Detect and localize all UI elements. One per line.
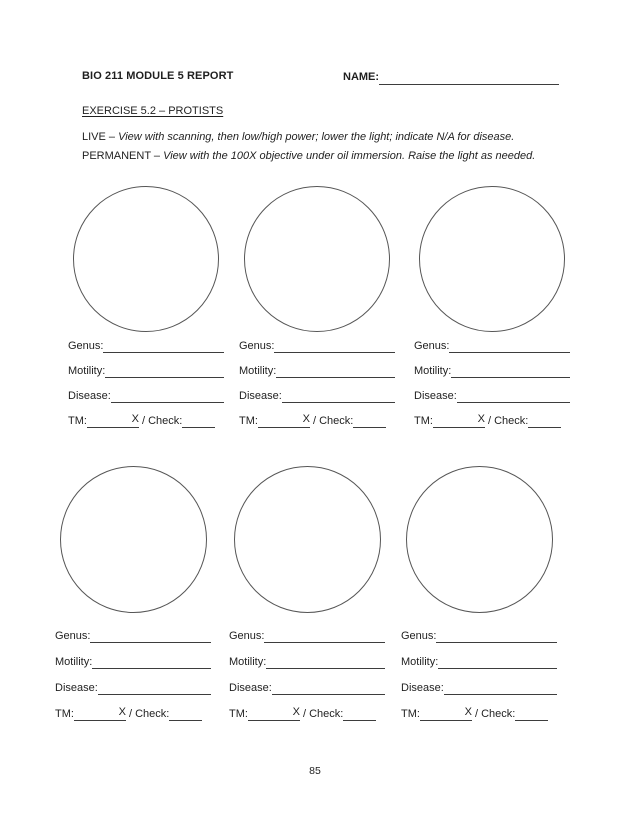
disease-blank-line	[98, 678, 211, 695]
tm-blank-line	[258, 411, 310, 428]
disease-blank-line	[457, 386, 570, 403]
specimen-fields	[414, 329, 570, 429]
specimen-fields	[239, 329, 395, 429]
check-blank-line	[182, 411, 215, 428]
check-label: / Check:	[474, 708, 516, 720]
motility-row	[68, 354, 224, 379]
page-number: 85	[309, 765, 321, 777]
tm-label: TM:	[68, 415, 87, 427]
tm-row	[414, 404, 570, 429]
check-label: / Check:	[312, 415, 354, 427]
check-label: / Check:	[302, 708, 344, 720]
genus-label: Genus:	[401, 630, 437, 642]
disease-blank-line	[272, 678, 385, 695]
motility-blank-line	[276, 361, 395, 378]
motility-blank-line	[438, 652, 557, 669]
genus-label: Genus:	[239, 340, 275, 352]
check-label: / Check:	[141, 415, 183, 427]
instruction-live-text: View with scanning, then low/high power; lower the light; indicate N/A for disease.	[118, 131, 515, 143]
tm-x-mark: X	[464, 706, 472, 718]
tm-label: TM:	[55, 708, 74, 720]
genus-blank-line	[264, 626, 385, 643]
tm-x-mark: X	[131, 413, 139, 425]
disease-blank-line	[444, 678, 557, 695]
tm-row	[229, 696, 385, 722]
genus-blank-line	[449, 336, 570, 353]
specimen-card-2	[239, 186, 395, 429]
disease-blank-line	[282, 386, 395, 403]
tm-blank-line	[433, 411, 485, 428]
disease-blank-line	[111, 386, 224, 403]
tm-x-mark: X	[477, 413, 485, 425]
tm-x-mark: X	[292, 706, 300, 718]
tm-row	[55, 696, 211, 722]
instructions-block	[82, 128, 582, 166]
microscope-field-circle	[60, 466, 207, 613]
tm-blank-line	[74, 704, 126, 721]
instruction-permanent-prefix: PERMANENT –	[82, 150, 164, 162]
tm-blank-line	[248, 704, 300, 721]
tm-blank-line	[420, 704, 472, 721]
motility-label: Motility:	[229, 656, 267, 668]
check-blank-line	[343, 704, 376, 721]
specimen-card-4	[55, 466, 211, 722]
instruction-permanent-text: View with the 100X objective under oil immersion. Raise the light as needed.	[163, 150, 536, 162]
name-field	[343, 68, 559, 86]
motility-label: Motility:	[239, 365, 277, 377]
check-blank-line	[515, 704, 548, 721]
check-blank-line	[353, 411, 386, 428]
genus-label: Genus:	[229, 630, 265, 642]
tm-x-mark: X	[118, 706, 126, 718]
disease-label: Disease:	[55, 682, 98, 694]
motility-row	[414, 354, 570, 379]
specimen-card-3	[414, 186, 570, 429]
microscope-field-circle	[234, 466, 381, 613]
disease-label: Disease:	[401, 682, 444, 694]
genus-row	[68, 329, 224, 354]
genus-label: Genus:	[55, 630, 91, 642]
tm-row	[401, 696, 557, 722]
tm-blank-line	[87, 411, 139, 428]
specimen-card-1	[68, 186, 224, 429]
name-blank-line	[379, 68, 559, 85]
motility-blank-line	[451, 361, 570, 378]
specimen-fields	[229, 618, 385, 722]
instruction-live-prefix: LIVE –	[82, 131, 119, 143]
disease-label: Disease:	[68, 390, 111, 402]
genus-blank-line	[103, 336, 224, 353]
motility-row	[239, 354, 395, 379]
tm-label: TM:	[229, 708, 248, 720]
instruction-live	[82, 128, 582, 147]
genus-row	[55, 618, 211, 644]
disease-row	[68, 379, 224, 404]
genus-blank-line	[274, 336, 395, 353]
genus-label: Genus:	[68, 340, 104, 352]
motility-label: Motility:	[55, 656, 93, 668]
motility-row	[229, 644, 385, 670]
microscope-field-circle	[419, 186, 565, 332]
disease-row	[414, 379, 570, 404]
disease-row	[401, 670, 557, 696]
instruction-permanent	[82, 147, 582, 166]
tm-x-mark: X	[302, 413, 310, 425]
motility-row	[55, 644, 211, 670]
disease-row	[55, 670, 211, 696]
microscope-field-circle	[73, 186, 219, 332]
tm-row	[68, 404, 224, 429]
specimen-card-5	[229, 466, 385, 722]
motility-blank-line	[105, 361, 224, 378]
genus-label: Genus:	[414, 340, 450, 352]
genus-row	[414, 329, 570, 354]
disease-label: Disease:	[239, 390, 282, 402]
motility-blank-line	[266, 652, 385, 669]
genus-blank-line	[90, 626, 211, 643]
specimen-card-6	[401, 466, 557, 722]
disease-label: Disease:	[414, 390, 457, 402]
document-title: BIO 211 MODULE 5 REPORT	[82, 70, 234, 82]
genus-row	[401, 618, 557, 644]
microscope-field-circle	[244, 186, 390, 332]
microscope-field-circle	[406, 466, 553, 613]
check-label: / Check:	[128, 708, 170, 720]
tm-row	[239, 404, 395, 429]
disease-row	[239, 379, 395, 404]
tm-label: TM:	[414, 415, 433, 427]
genus-row	[239, 329, 395, 354]
genus-blank-line	[436, 626, 557, 643]
tm-label: TM:	[239, 415, 258, 427]
check-blank-line	[169, 704, 202, 721]
exercise-heading: EXERCISE 5.2 – PROTISTS	[82, 105, 224, 117]
tm-label: TM:	[401, 708, 420, 720]
genus-row	[229, 618, 385, 644]
disease-row	[229, 670, 385, 696]
name-label: NAME:	[343, 71, 380, 83]
disease-label: Disease:	[229, 682, 272, 694]
motility-row	[401, 644, 557, 670]
motility-label: Motility:	[401, 656, 439, 668]
motility-blank-line	[92, 652, 211, 669]
motility-label: Motility:	[414, 365, 452, 377]
specimen-fields	[55, 618, 211, 722]
specimen-fields	[401, 618, 557, 722]
check-label: / Check:	[487, 415, 529, 427]
specimen-fields	[68, 329, 224, 429]
check-blank-line	[528, 411, 561, 428]
motility-label: Motility:	[68, 365, 106, 377]
